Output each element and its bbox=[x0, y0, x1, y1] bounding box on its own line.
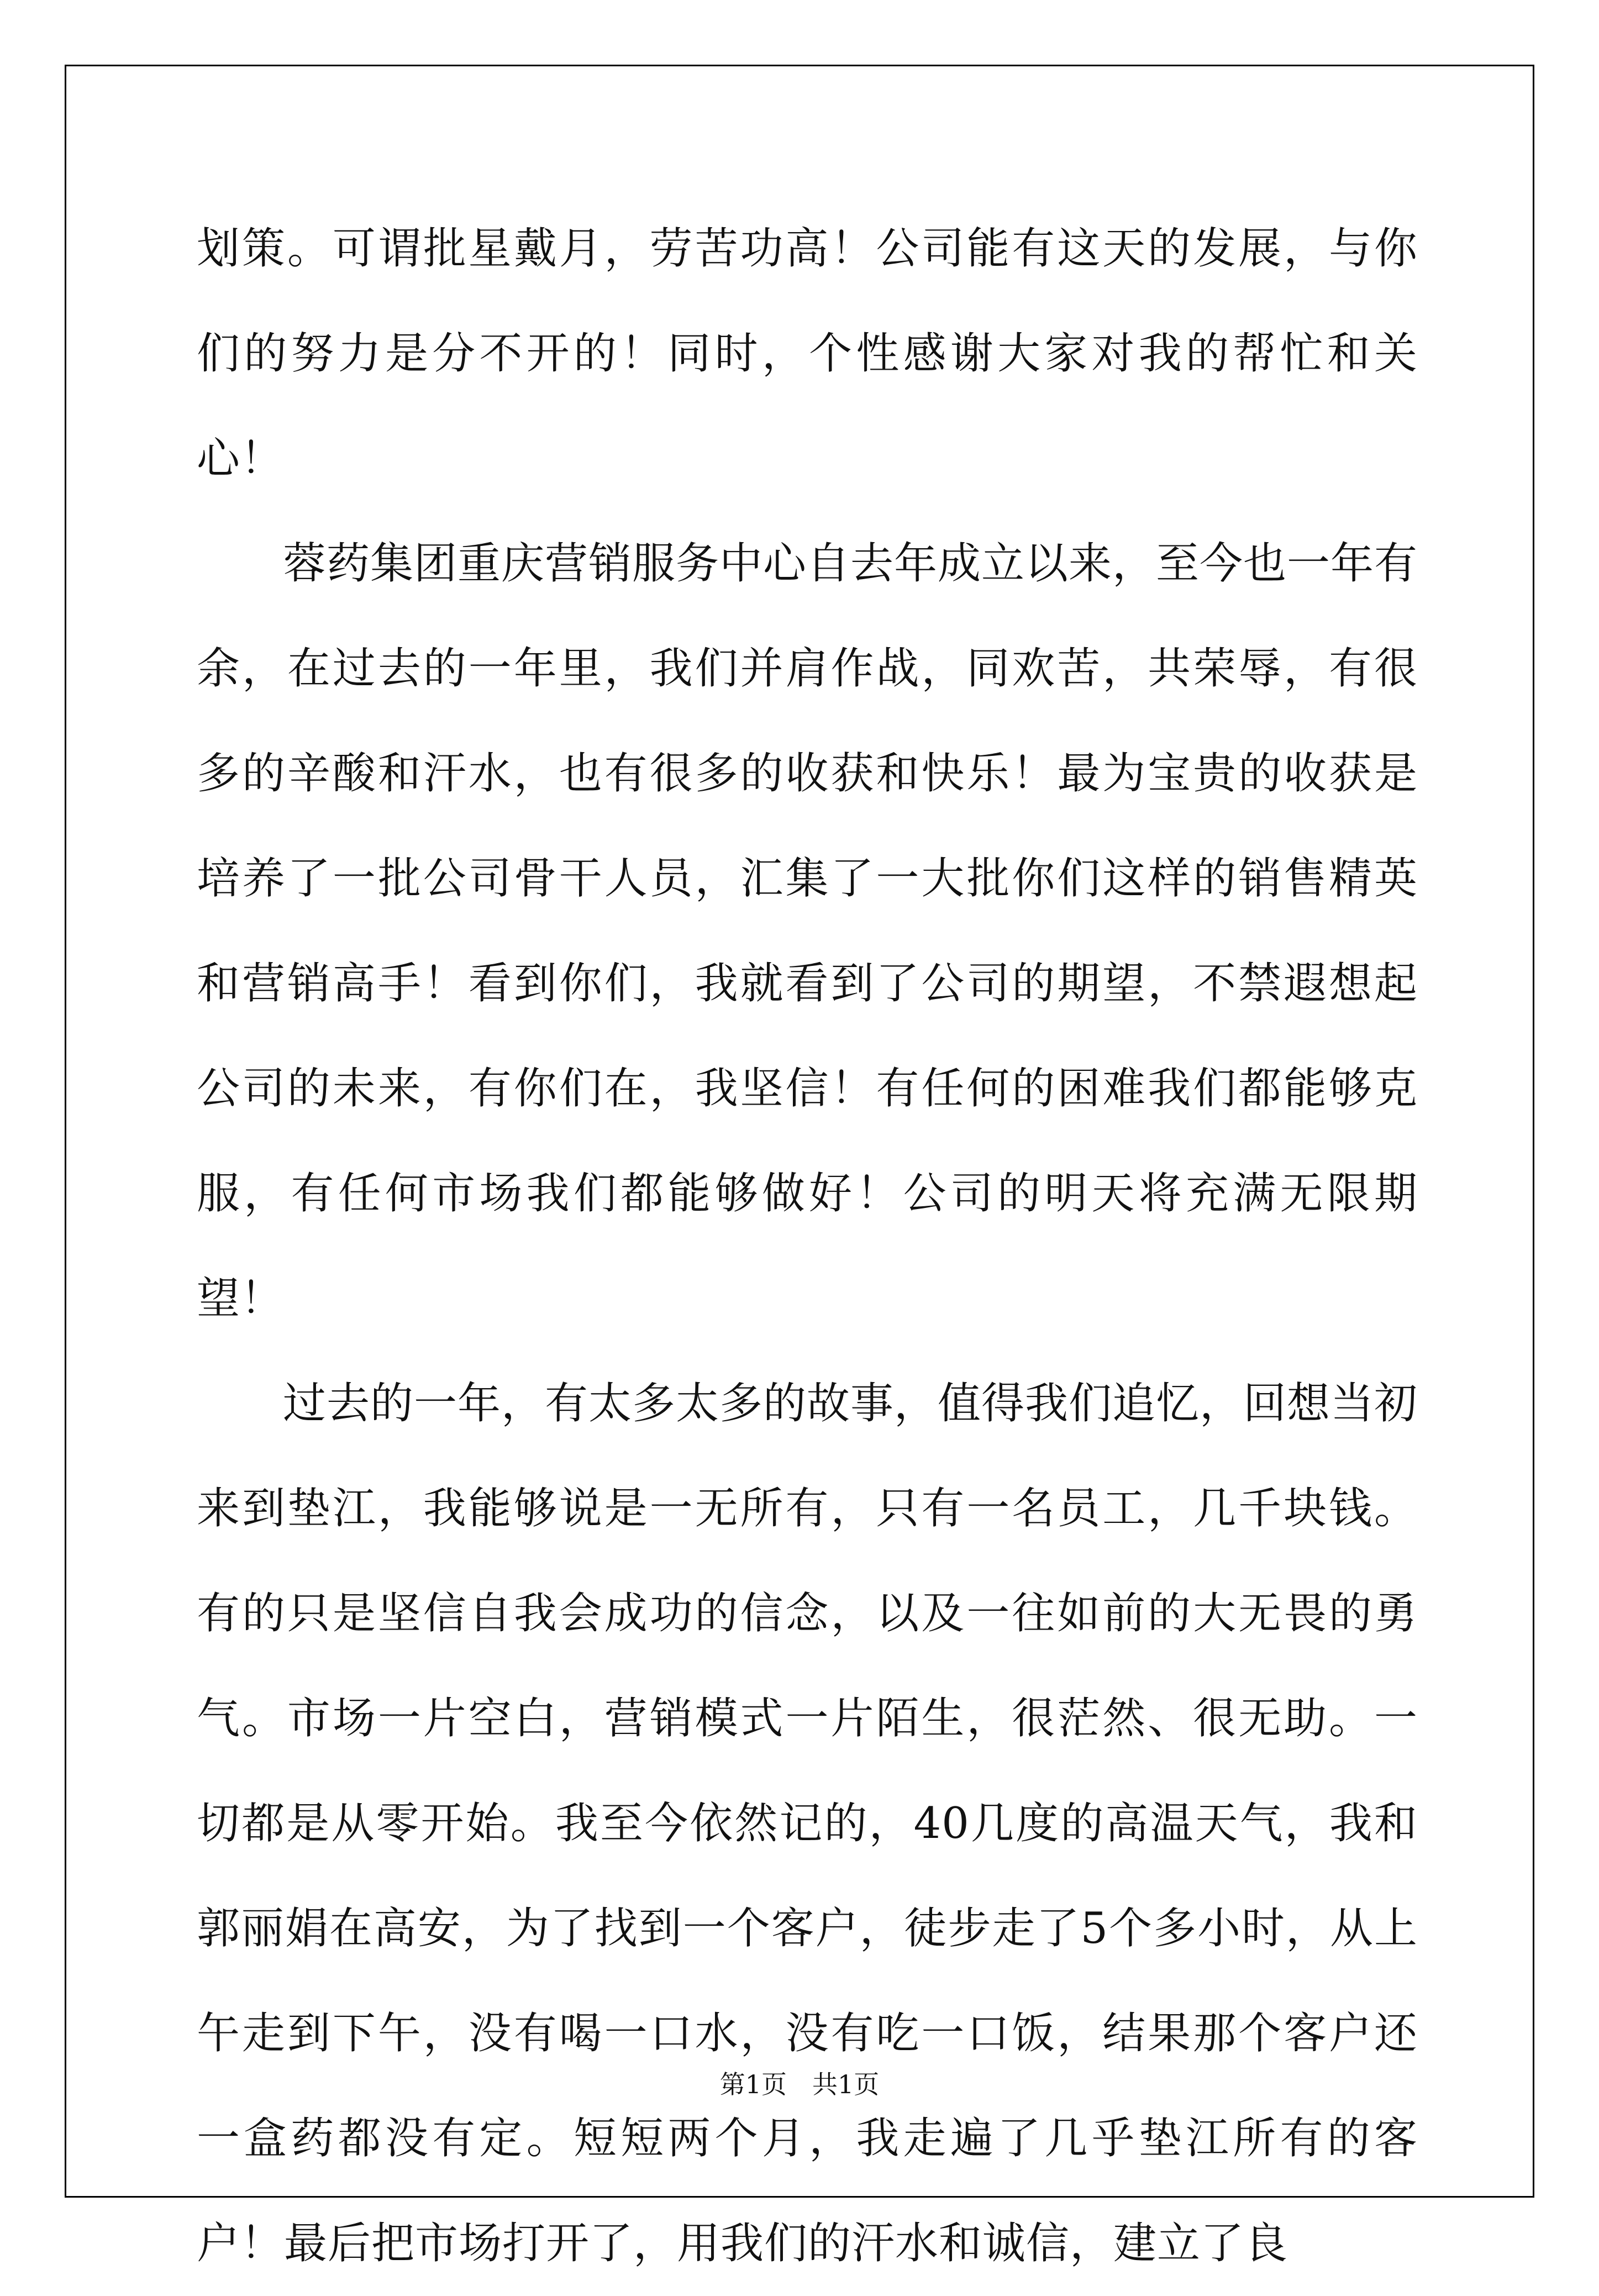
document-body bbox=[197, 196, 1418, 2296]
page-total: 共1页 bbox=[812, 2069, 880, 2099]
page-number: 第1页 bbox=[719, 2069, 787, 2099]
paragraph-1: 划策。可谓批星戴月，劳苦功高！公司能有这天的发展，与你们的努力是分不开的！同时，个性感谢大家对我的帮忙和关心！ bbox=[197, 224, 1418, 484]
paragraph-3: 过去的一年，有太多太多的故事，值得我们追忆，回想当初来到垫江，我能够说是一无所有，只有一名员工，几千块钱。有的只是坚信自我会成功的信念，以及一往如前的大无畏的勇气。市场一片空白，营销模式一片陌生，很茫然、很无助。一切都是从零开始。我至今依然记的，40几度的高温天气，我和郭丽娟在高安，为了找到一个客户，徒步走了5个多小时，从上午走到下午，没有喝一口水，没有吃一口饭，结果那个客户还一盒药都没有定。短短两个月，我走遍了几乎垫江所有的客户！最后把市场打开了，用我们的汗水和诚信，建立了良 bbox=[197, 1379, 1418, 2268]
page-footer bbox=[0, 2064, 1599, 2101]
paragraph-2: 蓉药集团重庆营销服务中心自去年成立以来，至今也一年有余，在过去的一年里，我们并肩作战，同欢苦，共荣辱，有很多的辛酸和汗水，也有很多的收获和快乐！最为宝贵的收获是培养了一批公司骨干人员，汇集了一大批你们这样的销售精英和营销高手！看到你们，我就看到了公司的期望，不禁遐想起公司的未来，有你们在，我坚信！有任何的困难我们都能够克服，有任何市场我们都能够做好！公司的明天将充满无限期望！ bbox=[197, 539, 1418, 1323]
